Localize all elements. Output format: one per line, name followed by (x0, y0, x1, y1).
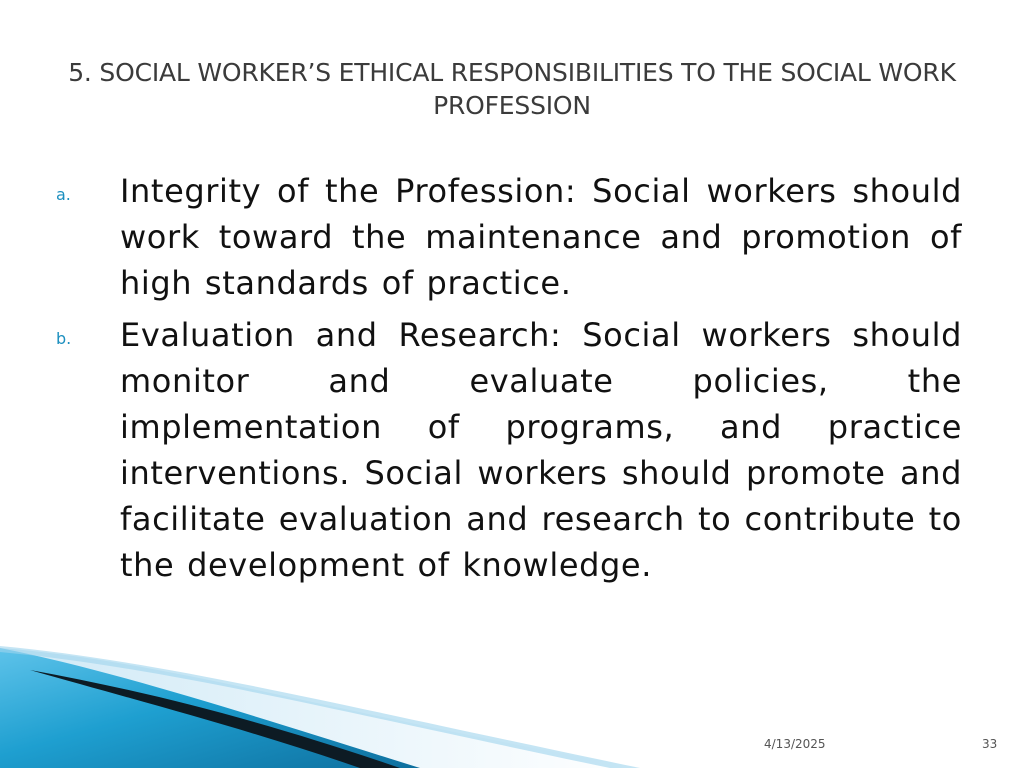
list-marker: a. (56, 185, 71, 204)
list-item-text (120, 168, 962, 306)
item-term: Integrity of the Profession: (120, 172, 577, 210)
footer-date: 4/13/2025 (764, 737, 826, 751)
list-item (56, 312, 962, 588)
page-number: 33 (982, 737, 998, 751)
list-marker: b. (56, 329, 72, 348)
list-item-text (120, 312, 962, 588)
slide-content (56, 168, 962, 594)
decorative-swoosh (0, 600, 1024, 768)
item-description: Social workers should monitor and evaluate policies, the implementation of programs, and practice interventions. Social workers should promote and facilitate evaluation and research to contribute to the development of knowledge. (120, 316, 963, 584)
slide-title: 5. SOCIAL WORKER’S ETHICAL RESPONSIBILITIES TO THE SOCIAL WORK PROFESSION (68, 58, 956, 120)
list-item (56, 168, 962, 306)
item-term: Evaluation and Research: (120, 316, 562, 354)
item-description: Social workers should work toward the maintenance and promotion of high standards of practice. (120, 172, 962, 302)
